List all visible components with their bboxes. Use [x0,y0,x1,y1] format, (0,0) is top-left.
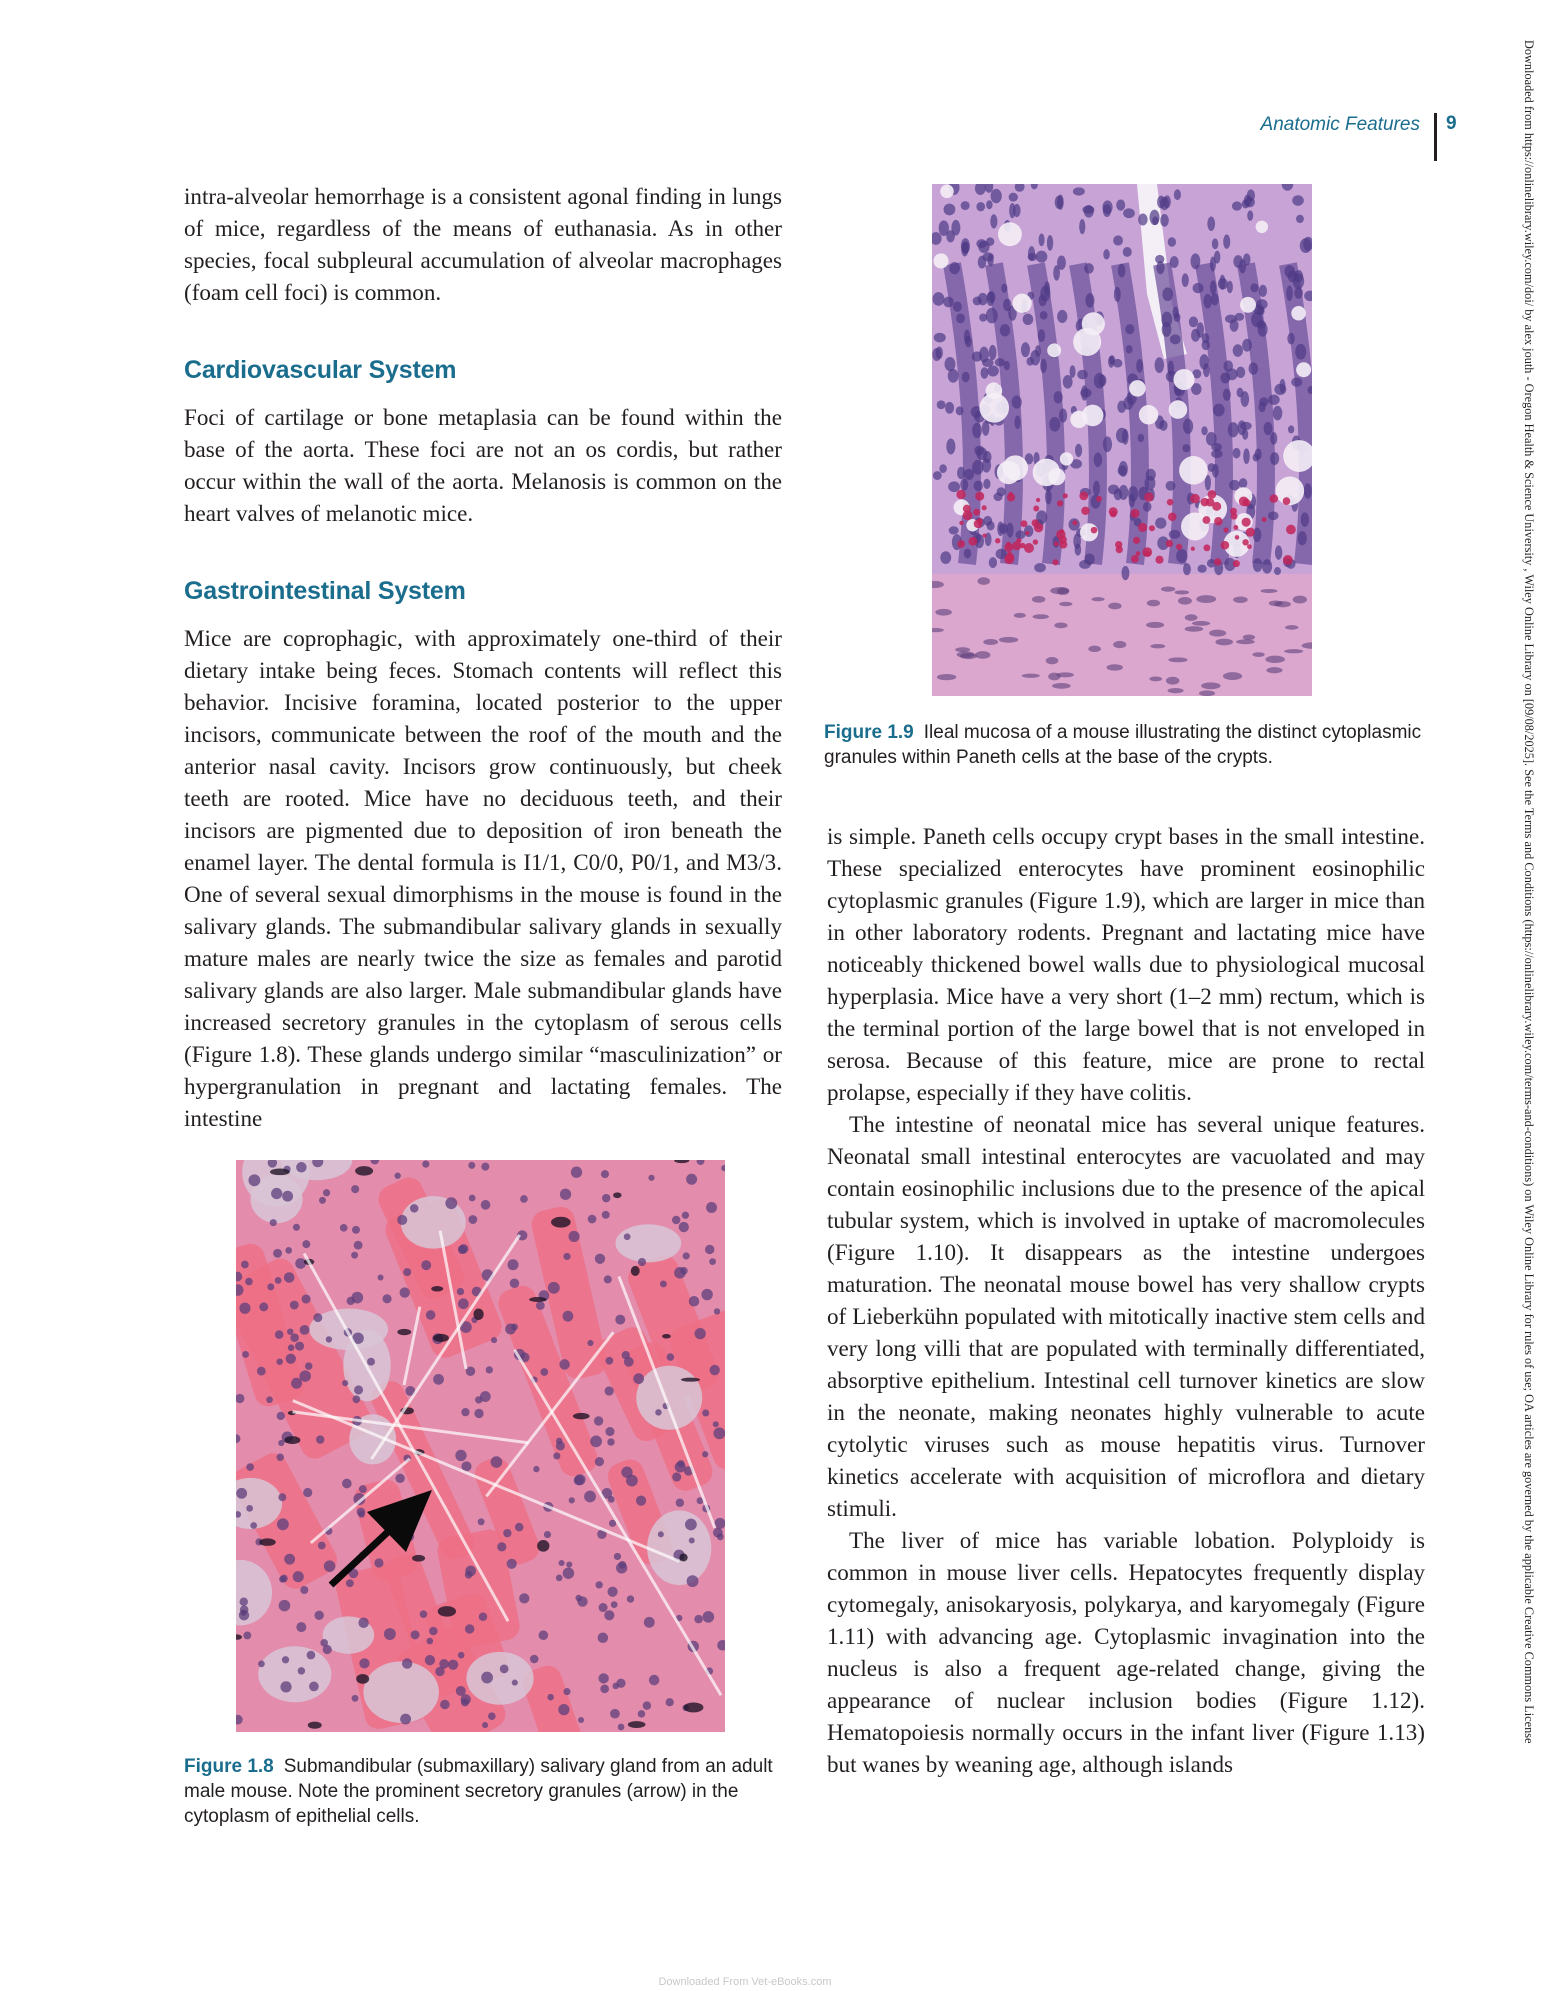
ileal-mucosa-micrograph [932,184,1312,696]
gastrointestinal-paragraph: Mice are coprophagic, with approximately one-third of their dietary intake being feces. Stomach contents will reflect this behavior. Incisive foramina, located posterior to the upper incisors, communicate between the roof of the mouth and the anterior nasal cavity. Incisors grow continuously, but cheek teeth are rooted. Mice have no deciduous teeth, and their incisors are pigmented due to deposition of iron beneath the enamel layer. The dental formula is I1/1, C0/0, P0/1, and M3/3. One of several sexual dimorphisms in the mouse is found in the salivary glands. The submandibular salivary glands in sexually mature males are nearly twice the size as females and parotid salivary glands are also larger. Male submandibular glands have increased secretory granules in the cytoplasm of serous cells (Figure 1.8). These glands undergo similar “masculinization” or hypergranulation in pregnant and lactating females. The intestine [184,625,782,1131]
cardiovascular-paragraph: Foci of cartilage or bone metaplasia can be found within the base of the aorta. These foci are not an os cordis, but rather occur within the wall of the aorta. Melanosis is common on the heart valves of melanotic mice. [184,404,782,526]
left-column [184,180,782,1134]
running-head-section: Anatomic Features [1260,114,1420,135]
gastrointestinal-heading: Gastrointestinal System [184,577,466,605]
header-rule [1434,113,1437,161]
right-paragraph-1: is simple. Paneth cells occupy crypt bases in the small intestine. These specialized enterocytes have prominent eosinophilic cytoplasmic granules (Figure 1.9), which are larger in mice than in other laboratory rodents. Pregnant and lactating mice have noticeably thickened bowel walls due to physiological mucosal hyperplasia. Mice have a very short (1–2 mm) rectum, which is the terminal portion of the large bowel that is not enveloped in serosa. Because of this feature, mice are prone to rectal prolapse, especially if they have colitis. [827,823,1425,1105]
salivary-gland-micrograph [236,1160,725,1732]
figure-1-9-caption-text: Ileal mucosa of a mouse illustrating the distinct cytoplasmic granules within Paneth cells at the base of the crypts. [824,722,1422,768]
right-paragraph-3: The liver of mice has variable lobation. Polyploidy is common in mouse liver cells. Hepatocytes frequently display cytomegaly, anisokaryosis, polykarya, and karyomegaly (Figure 1.11) with advancing age. Cytoplasmic invagination into the nucleus is also a frequent age-related change, giving the appearance of nuclear inclusion bodies (Figure 1.12). Hematopoiesis normally occurs in the infant liver (Figure 1.13) but wanes by weaning age, although islands [827,1527,1425,1777]
figure-1-8-label: Figure 1.8 [184,1756,274,1777]
figure-1-9-image [932,184,1312,696]
figure-1-9-label: Figure 1.9 [824,722,914,743]
cardiovascular-heading: Cardiovascular System [184,356,457,384]
figure-1-8-caption [184,1754,782,1829]
page-number: 9 [1446,113,1457,134]
download-notice: Downloaded from https://onlinelibrary.wiley.com/doi/ by alex jouth - Oregon Health & Science University , Wiley Online Library on [09/08/2025]. See the Terms and Conditions (https://onlinelibrary.wiley.com/terms-and-conditions) on Wiley Online Library for rules of use; OA articles are governed by the applicable Creative Commons License [1522,40,1536,1744]
figure-1-8-caption-text: Submandibular (submaxillary) salivary gland from an adult male mouse. Note the prominent secretory granules (arrow) in the cytoplasm of epithelial cells. [184,1756,773,1827]
figure-1-8-image [236,1160,725,1732]
figure-1-9-caption [824,720,1424,770]
intro-paragraph: intra-alveolar hemorrhage is a consistent agonal finding in lungs of mice, regardless of the means of euthanasia. As in other species, focal subpleural accumulation of alveolar macrophages (foam cell foci) is common. [184,183,782,305]
footer-watermark: Downloaded From Vet-eBooks.com [658,1976,832,1988]
right-paragraph-2: The intestine of neonatal mice has several unique features. Neonatal small intestinal enterocytes are vacuolated and may contain eosinophilic inclusions due to the presence of the apical tubular system, which is involved in uptake of macromolecules (Figure 1.10). It disappears as the intestine undergoes maturation. The neonatal mouse bowel has very shallow crypts of Lieberkühn populated with mitotically inactive stem cells and very long villi that are populated with terminally differentiated, absorptive epithelium. Intestinal cell turnover kinetics are slow in the neonate, making neonates highly vulnerable to acute cytolytic viruses such as mouse hepatitis virus. Turnover kinetics accelerate with acquisition of microflora and dietary stimuli. [827,1111,1425,1521]
right-column [827,820,1425,1780]
